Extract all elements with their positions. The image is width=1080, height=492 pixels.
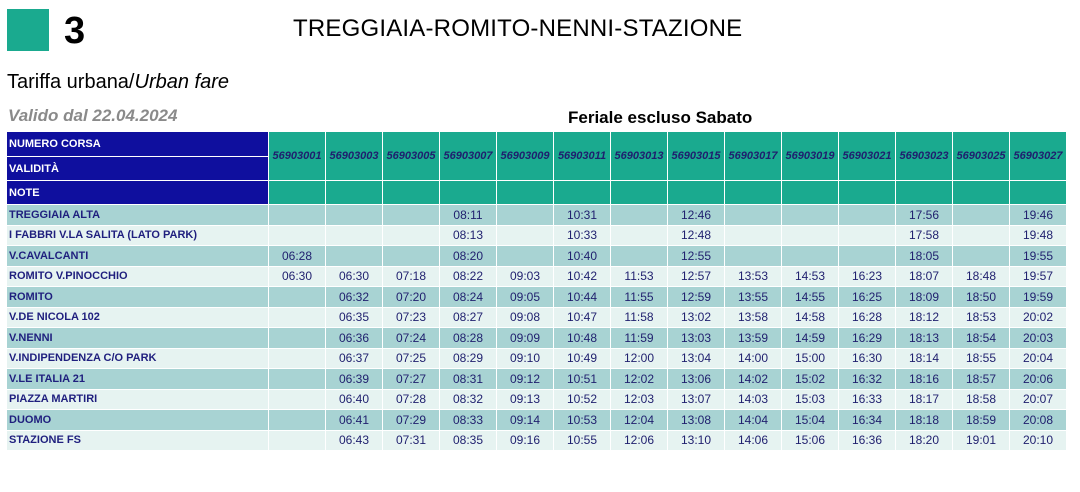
- departure-time: 07:25: [383, 349, 439, 369]
- table-row: [7, 308, 1066, 328]
- departure-time: 11:58: [611, 308, 667, 328]
- departure-time: 18:14: [896, 349, 952, 369]
- stop-name: TREGGIAIA ALTA: [7, 205, 268, 225]
- note-cell: [725, 181, 781, 204]
- departure-time: 10:53: [554, 410, 610, 430]
- run-number-label: NUMERO CORSA: [7, 132, 268, 156]
- run-number: 56903005: [383, 132, 439, 180]
- day-type: Feriale escluso Sabato: [568, 108, 753, 127]
- departure-time: [269, 226, 325, 246]
- departure-time: 12:57: [668, 267, 724, 287]
- departure-time: 06:40: [326, 390, 382, 410]
- departure-time: 18:13: [896, 328, 952, 348]
- departure-time: 06:35: [326, 308, 382, 328]
- run-number: 56903027: [1010, 132, 1066, 180]
- departure-time: 07:28: [383, 390, 439, 410]
- departure-time: 18:20: [896, 431, 952, 451]
- departure-time: 07:23: [383, 308, 439, 328]
- departure-time: 06:36: [326, 328, 382, 348]
- departure-time: 19:55: [1010, 246, 1066, 266]
- departure-time: 08:24: [440, 287, 496, 307]
- valid-from: Valido dal 22.04.2024: [8, 106, 178, 125]
- departure-time: [326, 205, 382, 225]
- departure-time: 18:12: [896, 308, 952, 328]
- departure-time: 16:32: [839, 369, 895, 389]
- departure-time: 08:20: [440, 246, 496, 266]
- departure-time: 09:13: [497, 390, 553, 410]
- departure-time: [611, 246, 667, 266]
- run-number: 56903011: [554, 132, 610, 180]
- departure-time: 10:47: [554, 308, 610, 328]
- departure-time: 18:07: [896, 267, 952, 287]
- fare-type: [7, 69, 229, 95]
- departure-time: [383, 226, 439, 246]
- departure-time: [497, 205, 553, 225]
- departure-time: 16:30: [839, 349, 895, 369]
- route-name: TREGGIAIA-ROMITO-NENNI-STAZIONE: [293, 15, 743, 42]
- stop-name: V.INDIPENDENZA C/O PARK: [7, 349, 268, 369]
- departure-time: 09:16: [497, 431, 553, 451]
- departure-time: 07:29: [383, 410, 439, 430]
- departure-time: 11:55: [611, 287, 667, 307]
- note-cell: [668, 181, 724, 204]
- departure-time: [383, 205, 439, 225]
- note-cell: [611, 181, 667, 204]
- departure-time: 15:02: [782, 369, 838, 389]
- departure-time: [839, 205, 895, 225]
- departure-time: 13:04: [668, 349, 724, 369]
- departure-time: 14:53: [782, 267, 838, 287]
- departure-time: 18:17: [896, 390, 952, 410]
- departure-time: 18:53: [953, 308, 1009, 328]
- departure-time: 12:02: [611, 369, 667, 389]
- departure-time: [269, 431, 325, 451]
- stop-name: ROMITO V.PINOCCHIO: [7, 267, 268, 287]
- departure-time: [269, 328, 325, 348]
- departure-time: [269, 287, 325, 307]
- departure-time: 14:58: [782, 308, 838, 328]
- departure-time: 16:23: [839, 267, 895, 287]
- departure-time: 10:51: [554, 369, 610, 389]
- stop-name: V.DE NICOLA 102: [7, 308, 268, 328]
- departure-time: 18:09: [896, 287, 952, 307]
- departure-time: 07:31: [383, 431, 439, 451]
- departure-time: 14:00: [725, 349, 781, 369]
- departure-time: 18:48: [953, 267, 1009, 287]
- departure-time: [326, 246, 382, 266]
- departure-time: 19:46: [1010, 205, 1066, 225]
- departure-time: 20:07: [1010, 390, 1066, 410]
- departure-time: 10:48: [554, 328, 610, 348]
- departure-time: 16:34: [839, 410, 895, 430]
- departure-time: 13:03: [668, 328, 724, 348]
- note-cell: [1010, 181, 1066, 204]
- departure-time: 14:06: [725, 431, 781, 451]
- departure-time: 08:27: [440, 308, 496, 328]
- table-row: [7, 369, 1066, 389]
- departure-time: 20:03: [1010, 328, 1066, 348]
- departure-time: 20:04: [1010, 349, 1066, 369]
- departure-time: 13:58: [725, 308, 781, 328]
- run-number: 56903019: [782, 132, 838, 180]
- departure-time: 18:55: [953, 349, 1009, 369]
- stop-name: DUOMO: [7, 410, 268, 430]
- table-row: [7, 410, 1066, 430]
- departure-time: 16:28: [839, 308, 895, 328]
- departure-time: 15:00: [782, 349, 838, 369]
- departure-time: 08:33: [440, 410, 496, 430]
- departure-time: 10:40: [554, 246, 610, 266]
- departure-time: 13:06: [668, 369, 724, 389]
- departure-time: 16:25: [839, 287, 895, 307]
- note-cell: [896, 181, 952, 204]
- stop-name: PIAZZA MARTIRI: [7, 390, 268, 410]
- departure-time: 12:00: [611, 349, 667, 369]
- timetable: [6, 131, 1067, 451]
- departure-time: 08:28: [440, 328, 496, 348]
- departure-time: [782, 226, 838, 246]
- departure-time: 18:57: [953, 369, 1009, 389]
- stop-name: STAZIONE FS: [7, 431, 268, 451]
- departure-time: [725, 205, 781, 225]
- line-number: 3: [64, 10, 86, 52]
- stop-name: V.CAVALCANTI: [7, 246, 268, 266]
- departure-time: 12:06: [611, 431, 667, 451]
- run-number: 56903003: [326, 132, 382, 180]
- run-number: 56903023: [896, 132, 952, 180]
- departure-time: 14:03: [725, 390, 781, 410]
- departure-time: [782, 205, 838, 225]
- note-cell: [383, 181, 439, 204]
- note-cell: [554, 181, 610, 204]
- departure-time: 16:33: [839, 390, 895, 410]
- table-row: [7, 328, 1066, 348]
- departure-time: [953, 226, 1009, 246]
- departure-time: 08:22: [440, 267, 496, 287]
- departure-time: 18:54: [953, 328, 1009, 348]
- departure-time: 08:29: [440, 349, 496, 369]
- departure-time: 07:20: [383, 287, 439, 307]
- departure-time: 09:08: [497, 308, 553, 328]
- departure-time: 06:39: [326, 369, 382, 389]
- departure-time: 18:18: [896, 410, 952, 430]
- departure-time: 18:50: [953, 287, 1009, 307]
- run-number: 56903001: [269, 132, 325, 180]
- departure-time: 11:53: [611, 267, 667, 287]
- header-row-notes: [7, 181, 1066, 204]
- departure-time: 09:09: [497, 328, 553, 348]
- departure-time: 19:48: [1010, 226, 1066, 246]
- departure-time: 18:16: [896, 369, 952, 389]
- departure-time: 09:05: [497, 287, 553, 307]
- table-row: [7, 349, 1066, 369]
- departure-time: 18:58: [953, 390, 1009, 410]
- departure-time: 12:03: [611, 390, 667, 410]
- departure-time: 17:58: [896, 226, 952, 246]
- departure-time: 09:14: [497, 410, 553, 430]
- departure-time: 13:59: [725, 328, 781, 348]
- departure-time: [953, 205, 1009, 225]
- departure-time: 19:57: [1010, 267, 1066, 287]
- departure-time: 14:02: [725, 369, 781, 389]
- note-cell: [782, 181, 838, 204]
- departure-time: 13:07: [668, 390, 724, 410]
- stop-name: V.LE ITALIA 21: [7, 369, 268, 389]
- departure-time: 15:03: [782, 390, 838, 410]
- departure-time: 06:43: [326, 431, 382, 451]
- departure-time: 13:53: [725, 267, 781, 287]
- run-number: 56903021: [839, 132, 895, 180]
- note-cell: [953, 181, 1009, 204]
- run-number: 56903013: [611, 132, 667, 180]
- note-cell: [326, 181, 382, 204]
- departure-time: 06:37: [326, 349, 382, 369]
- departure-time: 07:24: [383, 328, 439, 348]
- departure-time: 09:10: [497, 349, 553, 369]
- departure-time: [839, 226, 895, 246]
- departure-time: 10:31: [554, 205, 610, 225]
- departure-time: [497, 226, 553, 246]
- stop-name: V.NENNI: [7, 328, 268, 348]
- departure-time: 20:02: [1010, 308, 1066, 328]
- departure-time: [269, 308, 325, 328]
- departure-time: [725, 246, 781, 266]
- fare-italian: Tariffa urbana/: [7, 71, 135, 93]
- departure-time: 06:30: [326, 267, 382, 287]
- departure-time: 10:44: [554, 287, 610, 307]
- departure-time: 07:27: [383, 369, 439, 389]
- departure-time: 08:35: [440, 431, 496, 451]
- departure-time: 16:29: [839, 328, 895, 348]
- departure-time: 20:08: [1010, 410, 1066, 430]
- departure-time: 17:56: [896, 205, 952, 225]
- departure-time: 10:33: [554, 226, 610, 246]
- departure-time: [269, 349, 325, 369]
- run-number: 56903017: [725, 132, 781, 180]
- departure-time: 08:13: [440, 226, 496, 246]
- fare-english: Urban fare: [134, 71, 229, 93]
- departure-time: 07:18: [383, 267, 439, 287]
- departure-time: 14:04: [725, 410, 781, 430]
- departure-time: 12:59: [668, 287, 724, 307]
- departure-time: [839, 246, 895, 266]
- departure-time: [497, 246, 553, 266]
- departure-time: 12:55: [668, 246, 724, 266]
- departure-time: 08:31: [440, 369, 496, 389]
- departure-time: 11:59: [611, 328, 667, 348]
- departure-time: [383, 246, 439, 266]
- departure-time: 13:02: [668, 308, 724, 328]
- departure-time: 12:04: [611, 410, 667, 430]
- departure-time: [269, 410, 325, 430]
- note-cell: [440, 181, 496, 204]
- departure-time: [269, 390, 325, 410]
- stop-name: ROMITO: [7, 287, 268, 307]
- departure-time: 18:05: [896, 246, 952, 266]
- run-number: 56903015: [668, 132, 724, 180]
- departure-time: 09:12: [497, 369, 553, 389]
- validity-label: VALIDITÀ: [7, 157, 268, 180]
- table-row: [7, 226, 1066, 246]
- departure-time: 06:28: [269, 246, 325, 266]
- departure-time: [611, 226, 667, 246]
- departure-time: 13:10: [668, 431, 724, 451]
- departure-time: [611, 205, 667, 225]
- run-number: 56903009: [497, 132, 553, 180]
- departure-time: [326, 226, 382, 246]
- departure-time: 08:32: [440, 390, 496, 410]
- table-row: [7, 246, 1066, 266]
- table-row: [7, 205, 1066, 225]
- departure-time: [269, 369, 325, 389]
- departure-time: 16:36: [839, 431, 895, 451]
- departure-time: 08:11: [440, 205, 496, 225]
- note-cell: [269, 181, 325, 204]
- departure-time: 06:41: [326, 410, 382, 430]
- departure-time: 13:55: [725, 287, 781, 307]
- line-color-badge: [7, 9, 49, 51]
- departure-time: 13:08: [668, 410, 724, 430]
- departure-time: 18:59: [953, 410, 1009, 430]
- departure-time: 14:59: [782, 328, 838, 348]
- departure-time: 06:32: [326, 287, 382, 307]
- run-number: 56903007: [440, 132, 496, 180]
- departure-time: 10:52: [554, 390, 610, 410]
- departure-time: [269, 205, 325, 225]
- departure-time: 14:55: [782, 287, 838, 307]
- departure-time: 09:03: [497, 267, 553, 287]
- stop-name: I FABBRI V.LA SALITA (LATO PARK): [7, 226, 268, 246]
- table-row: [7, 431, 1066, 451]
- departure-time: [782, 246, 838, 266]
- departure-time: 12:46: [668, 205, 724, 225]
- note-cell: [839, 181, 895, 204]
- departure-time: 12:48: [668, 226, 724, 246]
- run-number: 56903025: [953, 132, 1009, 180]
- departure-time: [953, 246, 1009, 266]
- departure-time: 19:01: [953, 431, 1009, 451]
- table-row: [7, 390, 1066, 410]
- departure-time: 10:42: [554, 267, 610, 287]
- table-row: [7, 287, 1066, 307]
- header-row-runs: [7, 132, 1066, 156]
- table-row: [7, 267, 1066, 287]
- departure-time: [725, 226, 781, 246]
- notes-label: NOTE: [7, 181, 268, 204]
- departure-time: 20:10: [1010, 431, 1066, 451]
- departure-time: 15:04: [782, 410, 838, 430]
- departure-time: 19:59: [1010, 287, 1066, 307]
- departure-time: 20:06: [1010, 369, 1066, 389]
- departure-time: 10:55: [554, 431, 610, 451]
- departure-time: 06:30: [269, 267, 325, 287]
- departure-time: 10:49: [554, 349, 610, 369]
- departure-time: 15:06: [782, 431, 838, 451]
- note-cell: [497, 181, 553, 204]
